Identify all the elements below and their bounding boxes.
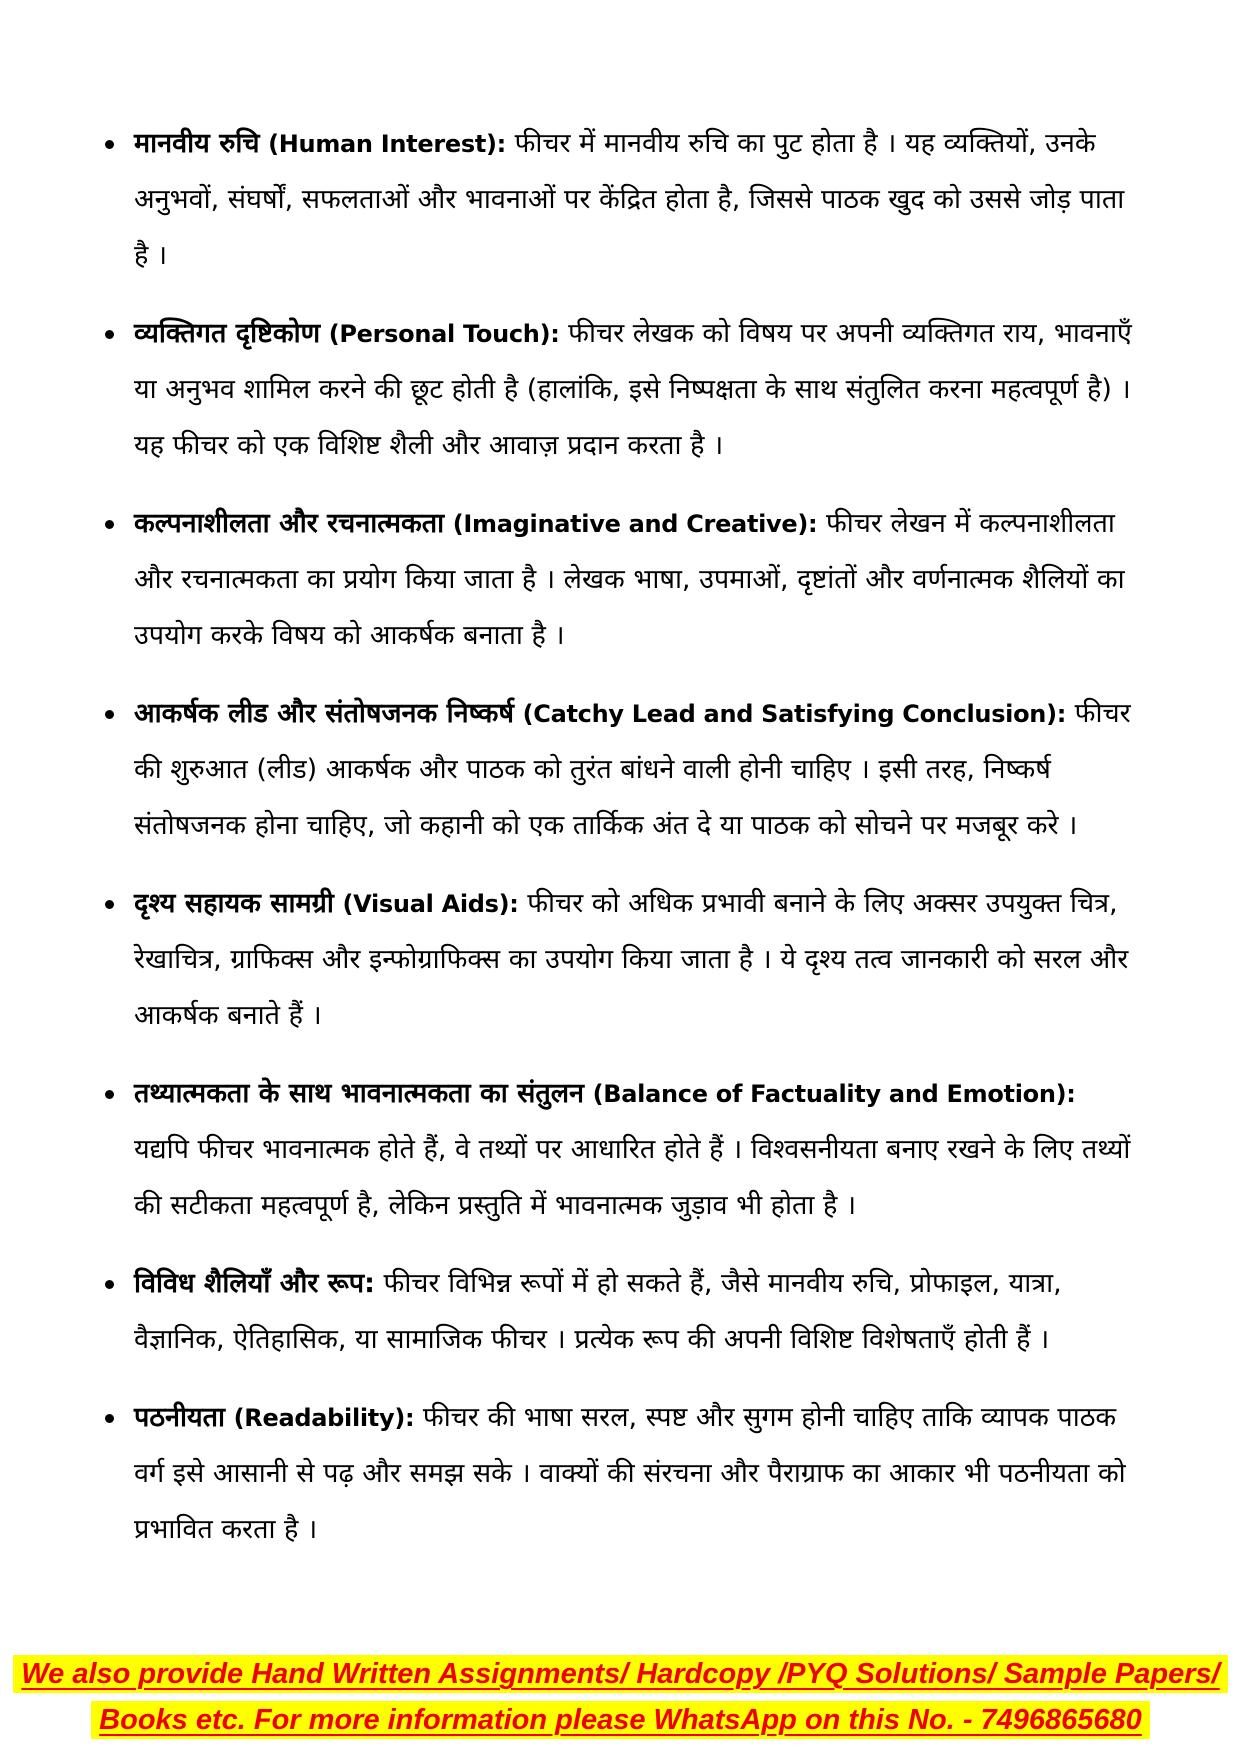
bullet-heading-english: (Human Interest): [268, 130, 506, 158]
bullet-body: फीचर को अधिक प्रभावी बनाने के लिए अक्सर उपयुक्त चित्र, रेखाचित्र, ग्राफिक्स और इन्फोग्राफिक्स का उपयोग किया जाता है । ये दृश्य तत्व जानकारी को सरल और आकर्षक बनाते हैं । [134, 888, 1129, 1031]
bullet-body: फीचर की भाषा सरल, स्पष्ट और सुगम होनी चाहिए ताकि व्यापक पाठक वर्ग इसे आसानी से पढ़ और समझ सके । वाक्यों की संरचना और पैराग्राफ का आकार भी पठनीयता को प्रभावित करता है । [134, 1402, 1126, 1545]
list-item-human-interest [100, 116, 1137, 284]
bullet-heading-hindi: पठनीयता [134, 1402, 226, 1433]
list-item-personal-touch [100, 306, 1137, 474]
bullet-heading-english: (Visual Aids): [342, 890, 519, 918]
list-item-readability [100, 1390, 1137, 1558]
bullet-heading-english: (Imaginative and Creative): [452, 510, 818, 538]
feature-list [100, 116, 1137, 1558]
bullet-heading-hindi: विविध शैलियाँ और रूप: [134, 1268, 375, 1299]
bullet-body: यद्यपि फीचर भावनात्मक होते हैं, वे तथ्यों पर आधारित होते हैं । विश्वसनीयता बनाए रखने के लिए तथ्यों की सटीकता महत्वपूर्ण है, लेकिन प्रस्तुति में भावनात्मक जुड़ाव भी होता है । [134, 1134, 1131, 1221]
bullet-heading-english: (Balance of Factuality and Emotion): [592, 1080, 1076, 1108]
bullet-body: फीचर लेखन में कल्पनाशीलता और रचनात्मकता का प्रयोग किया जाता है । लेखक भाषा, उपमाओं, दृष्टांतों और वर्णनात्मक शैलियों का उपयोग करके विषय को आकर्षक बनाता है । [134, 508, 1125, 651]
bullet-body: फीचर में मानवीय रुचि का पुट होता है । यह व्यक्तियों, उनके अनुभवों, संघर्षों, सफलताओं और भावनाओं पर केंद्रित होता है, जिससे पाठक खुद को उससे जोड़ पाता है । [134, 128, 1125, 271]
bullet-heading-hindi: दृश्य सहायक सामग्री [134, 888, 334, 919]
list-item-catchy-lead [100, 686, 1137, 854]
list-item-imaginative-creative [100, 496, 1137, 664]
bullet-heading-hindi: तथ्यात्मकता के साथ भावनात्मकता का संतुलन [134, 1078, 585, 1109]
list-item-factuality-emotion [100, 1066, 1137, 1234]
bullet-heading-english: (Readability): [233, 1404, 415, 1432]
list-item-visual-aids [100, 876, 1137, 1044]
promo-banner [0, 1651, 1241, 1743]
bullet-body: फीचर की शुरुआत (लीड) आकर्षक और पाठक को तुरंत बांधने वाली होनी चाहिए । इसी तरह, निष्कर्ष संतोषजनक होना चाहिए, जो कहानी को एक तार्किक अंत दे या पाठक को सोचने पर मजबूर करे । [134, 698, 1131, 841]
bullet-body: फीचर विभिन्न रूपों में हो सकते हैं, जैसे मानवीय रुचि, प्रोफाइल, यात्रा, वैज्ञानिक, ऐतिहासिक, या सामाजिक फीचर । प्रत्येक रूप की अपनी विशिष्ट विशेषताएँ होती हैं । [134, 1268, 1062, 1355]
promo-line-2 [0, 1697, 1241, 1743]
list-item-varied-styles [100, 1256, 1137, 1368]
promo-line-1 [0, 1651, 1241, 1697]
promo-line-1-text: We also provide Hand Written Assignments/ Hardcopy /PYQ Solutions/ Sample Papers/ [13, 1655, 1227, 1693]
bullet-heading-hindi: व्यक्तिगत दृष्टिकोण [134, 318, 321, 349]
bullet-heading-hindi: मानवीय रुचि [134, 128, 260, 159]
promo-line-2-text: Books etc. For more information please WhatsApp on this No. - 7496865680 [91, 1701, 1150, 1739]
bullet-heading-english: (Personal Touch): [328, 320, 560, 348]
bullet-body: फीचर लेखक को विषय पर अपनी व्यक्तिगत राय, भावनाएँ या अनुभव शामिल करने की छूट होती है (हालांकि, इसे निष्पक्षता के साथ संतुलित करना महत्वपूर्ण है) । यह फीचर को एक विशिष्ट शैली और आवाज़ प्रदान करता है । [134, 318, 1132, 461]
bullet-heading-english: (Catchy Lead and Satisfying Conclusion): [522, 700, 1067, 728]
bullet-heading-hindi: आकर्षक लीड और संतोषजनक निष्कर्ष [134, 698, 514, 729]
bullet-heading-hindi: कल्पनाशीलता और रचनात्मकता [134, 508, 445, 539]
